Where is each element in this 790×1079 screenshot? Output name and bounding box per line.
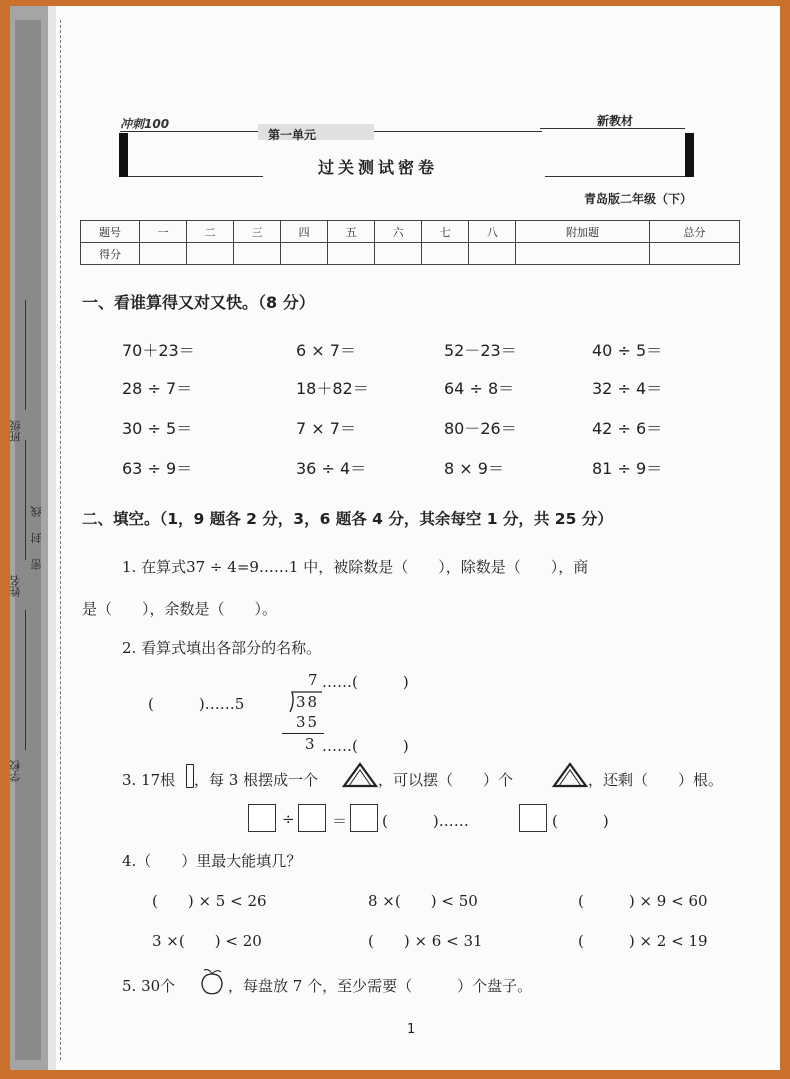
edition-label: 青岛版二年级（下） (584, 192, 693, 206)
calc-item: 7 × 7＝ (296, 419, 356, 438)
question-3-start: 3. 17根 (122, 771, 176, 789)
header-rule-right (372, 131, 542, 132)
score-row-label: 得分 (81, 243, 140, 265)
score-cell[interactable] (281, 243, 328, 265)
calc-item: 40 ÷ 5＝ (592, 341, 663, 360)
division-product: 35 (296, 713, 320, 731)
stick-icon (186, 764, 194, 788)
question-4: 4.（ ）里最大能填几？ (122, 852, 302, 870)
calc-item: 80－26＝ (444, 419, 517, 438)
cut-dash-line (60, 20, 61, 1060)
score-header-cell: 四 (281, 221, 328, 243)
peach-icon (198, 968, 226, 998)
calc-item: 70＋23＝ (122, 341, 195, 360)
divisor-blank: ( )……5 (148, 695, 245, 713)
score-cell[interactable] (649, 243, 739, 265)
division-dividend: 38 (296, 693, 320, 711)
score-header-cell: 六 (375, 221, 422, 243)
calc-item: 63 ÷ 9＝ (122, 459, 193, 478)
section1-title: 一、看谁算得又对又快。（8 分） (82, 293, 315, 312)
equation-quotient-paren: ( )…… (382, 812, 469, 830)
unit-label: 第一单元 (268, 128, 317, 142)
score-table-header-row (81, 221, 740, 243)
logo-text: 冲刺100 (120, 117, 170, 131)
score-cell[interactable] (469, 243, 516, 265)
inequality-item: 3 ×( ) < 20 (152, 932, 262, 950)
remainder-blank: ……( ) (322, 737, 409, 755)
quotient-blank: ……( ) (322, 673, 409, 691)
margin-seal-label: 密 封 线 (30, 500, 43, 570)
section2-title: 二、填空。（1，9 题各 2 分，3，6 题各 4 分，其余每空 1 分，共 25 分） (82, 510, 613, 528)
score-header-cell: 七 (422, 221, 469, 243)
score-cell[interactable] (140, 243, 187, 265)
question-2: 2. 看算式填出各部分的名称。 (122, 639, 322, 657)
margin-name-line (25, 440, 26, 560)
calc-item: 64 ÷ 8＝ (444, 379, 515, 398)
calc-item: 42 ÷ 6＝ (592, 419, 663, 438)
margin-class-line (25, 300, 26, 410)
calc-item: 18＋82＝ (296, 379, 369, 398)
question-3-count: ，可以摆（ ）个 (378, 771, 514, 789)
question-1-line2: 是（ ），余数是（ ）。 (82, 600, 278, 618)
margin-school-line (25, 610, 26, 750)
calc-item: 6 × 7＝ (296, 341, 356, 360)
margin-school-label: 学校 (9, 760, 22, 782)
question-5-rest: ，每盘放 7 个，至少需要（ ）个盘子。 (228, 977, 533, 995)
score-header-cell: 八 (469, 221, 516, 243)
title-rule-left (128, 176, 263, 177)
score-header-cell: 二 (187, 221, 234, 243)
equation-equal-sign: ＝ (332, 812, 348, 830)
calc-item: 30 ÷ 5＝ (122, 419, 193, 438)
binding-strip (48, 6, 56, 1070)
calc-item: 28 ÷ 7＝ (122, 379, 193, 398)
question-5-start: 5. 30个 (122, 977, 176, 995)
triangle-icon (550, 760, 590, 790)
calc-item: 36 ÷ 4＝ (296, 459, 367, 478)
score-cell[interactable] (516, 243, 649, 265)
title-bar-left (119, 133, 128, 177)
score-cell[interactable] (187, 243, 234, 265)
equation-box-divisor[interactable] (298, 804, 326, 832)
score-cell[interactable] (328, 243, 375, 265)
score-header-cell: 附加题 (516, 221, 649, 243)
score-header-cell: 总分 (649, 221, 739, 243)
equation-box-dividend[interactable] (248, 804, 276, 832)
score-cell[interactable] (234, 243, 281, 265)
calc-item: 32 ÷ 4＝ (592, 379, 663, 398)
inequality-item: ( ) × 2 < 19 (578, 932, 708, 950)
score-header-cell: 题号 (81, 221, 140, 243)
score-header-cell: 三 (234, 221, 281, 243)
division-remainder: 3 (305, 735, 315, 753)
margin-class-label: 班级 (9, 420, 22, 442)
title-bar-right (685, 133, 694, 177)
score-header-cell: 一 (140, 221, 187, 243)
calc-item: 81 ÷ 9＝ (592, 459, 663, 478)
division-quotient: 7 (308, 671, 318, 689)
page-title: 过关测试密卷 (318, 158, 439, 177)
triangle-icon (340, 760, 380, 790)
question-1-line1: 1. 在算式37 ÷ 4=9……1 中，被除数是（ ），除数是（ ），商 (122, 558, 589, 576)
inequality-item: ( ) × 5 < 26 (152, 892, 267, 910)
question-3-mid: ，每 3 根摆成一个 (194, 771, 319, 789)
score-table (80, 220, 740, 265)
question-3-remain: ，还剩（ ）根。 (588, 771, 724, 789)
calc-item: 52－23＝ (444, 341, 517, 360)
score-cell[interactable] (375, 243, 422, 265)
division-rule (282, 733, 324, 734)
header-rule-left (120, 131, 260, 132)
inequality-item: 8 ×( ) < 50 (368, 892, 478, 910)
equation-remainder-paren: ( ) (552, 812, 609, 830)
calc-item: 8 × 9＝ (444, 459, 504, 478)
title-rule-right (545, 176, 685, 177)
score-header-cell: 五 (328, 221, 375, 243)
new-textbook-label: 新教材 (597, 114, 634, 128)
page-number: 1 (407, 1022, 416, 1037)
inequality-item: ( ) × 9 < 60 (578, 892, 708, 910)
score-table-score-row (81, 243, 740, 265)
equation-divide-sign: ÷ (282, 810, 295, 828)
score-cell[interactable] (422, 243, 469, 265)
inequality-item: ( ) × 6 < 31 (368, 932, 483, 950)
margin-name-label: 姓名 (9, 575, 22, 597)
equation-box-quotient[interactable] (350, 804, 378, 832)
equation-box-remainder[interactable] (519, 804, 547, 832)
